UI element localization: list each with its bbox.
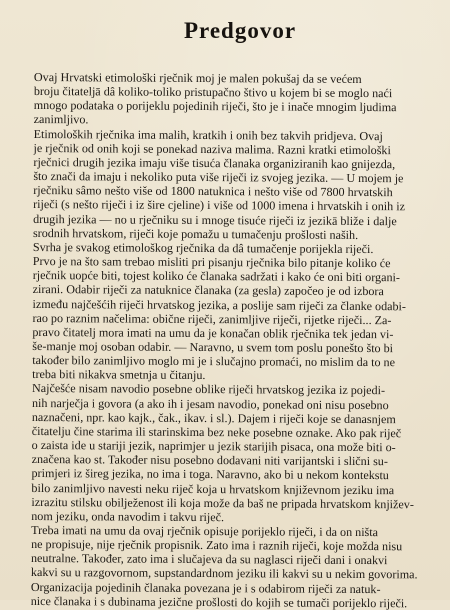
line-5-5: o zaista ide u stariji jezik, naprimjer u jezik starijih pisaca, ona može biti o-: [31, 438, 396, 455]
line-1-4: zanimljivo.: [33, 112, 89, 127]
page-title: Predgovor: [184, 18, 297, 43]
line-5-8: bilo zanimljivo navesti neku riječ koja u hrvatskom književnom jeziku ima: [31, 480, 395, 497]
line-2-1: Etimoloških rječnika ima malih, kratkih i onih bez takvih pridjeva. Ovaj: [33, 126, 383, 143]
paragraph-4: [32, 254, 431, 384]
line-6-2: ne propisuje, nije rječnik propisnik. Zato ima i raznih riječi, koje možda nisu: [31, 537, 403, 554]
line-4-1: Prvo je na što sam trebao misliti pri pisanju rječnika bilo pitanje koliko će: [32, 254, 391, 271]
line-5-4: čitatelju čine starima ili starinskima bez neke posebne oznake. Ako pak riječ: [31, 423, 402, 441]
line-2-7: drugih jezika — no u rječniku su i mnoge tisuće riječi iz jezikā bliže i dalje: [33, 211, 397, 228]
line-1-2: broju čitateljā dâ koliko-toliko pristupačno štivo u kojem bi se moglo naći: [33, 84, 393, 101]
line-4-6: pravo čitatelj mora imati na umu da je konačan oblik rječnika tek jedan vi-: [32, 324, 394, 342]
line-4-4: između najčešćih riječi hrvatskog jezika, a poslije sam riječi za članke odabi-: [32, 296, 407, 313]
line-5-7: primjeri iz šireg jezika, no ima i toga. Naravno, ako bi u nekom kontekstu: [31, 466, 389, 483]
paragraph-1: [34, 70, 432, 129]
line-2-5: rječniku sâmo nešto više od 1800 natuknica i nešto više od 7800 hrvatskih: [33, 183, 393, 200]
line-5-10: nom jeziku, onda navodim i takvu riječ.: [31, 508, 225, 525]
line-4-5: rao po raznim načelima: obične riječi, zanimljive riječi, rijetke riječi... Za-: [32, 310, 392, 327]
line-4-7: še-manje moj osoban odabir. — Naravno, u svem tom poslu ponešto što bi: [32, 338, 394, 356]
line-1-3: mnogo podataka o porijeklu pojedinih riječi, što je i inače mnogim ljudima: [33, 98, 397, 115]
line-4-8: također bilo zanimljivo moglo mi je i slučajno promaći, no mislim da to ne: [32, 353, 396, 370]
line-2-6: riječi (s nešto riječi i iz šire cjeline) i više od 1000 imena i hrvatskih i onih iz: [33, 197, 406, 214]
line-2-8: srodnih hrvatskom, riječi koje pomažu u tumačenju prošlosti naših.: [32, 225, 359, 242]
paragraph-5: [31, 381, 430, 525]
line-4-3: zirani. Odabir riječi za natuknice članaka (za gesla) započeo je od izbora: [32, 282, 384, 299]
line-5-9: izrazitu stilsku obilježenost ili koja može da baš ne pripada hrvatskom književ-: [31, 494, 414, 512]
line-6-1: Treba imati na umu da ovaj rječnik opisuje porijeklo riječi, i da on ništa: [31, 522, 379, 540]
line-5-1: Najčešće nisam navodio posebne oblike riječi hrvatskog jezika iz pojedi-: [32, 381, 386, 398]
paragraph-6: [31, 523, 429, 582]
line-4-2: rječnik uopće biti, tojest koliko će članaka sadržati i kako će oni biti organi-: [32, 268, 400, 285]
line-7-2: nice članaka i s dubinama jezične prošlosti do kojih se tumači porijeklo riječi.: [30, 593, 408, 610]
line-2-4: što znači da imaju i nekoliko puta više riječi iz svojeg jezika. — U mojem je: [33, 169, 404, 186]
paragraph-2: [33, 127, 432, 243]
line-4-9: treba biti nikakva smetnja u čitanju.: [32, 367, 206, 383]
line-3-1: Svrha je svakog etimološkog rječnika da dâ tumačenje porijekla riječi.: [32, 239, 374, 256]
body-text: [31, 70, 432, 610]
line-7-1: Organizacija pojedinih članaka povezana je i s odabirom riječi za natuk-: [30, 579, 381, 596]
line-2-2: je rječnik od onih koji se ponekad naziva malima. Razni kratki etimološki: [33, 140, 391, 157]
line-6-3: neutralne. Također, zato ima i slučajeva da su naglasci riječi dani i onakvi: [30, 551, 388, 568]
line-5-3: naznačeni, npr. kao kajk., čak., ikav. i sl.). Dajem i riječi koje se danasnjem: [31, 409, 396, 426]
paragraph-7: [31, 580, 429, 610]
line-5-6: značena kao st. Također nisu posebno dodavani niti varijantski i slični su-: [31, 452, 388, 469]
line-2-3: rječnici drugih jezika imaju više tisuća članaka organiziranih kao gnijezda,: [33, 154, 396, 172]
line-6-4: kakvi su u razgovornom, supstandardnom jeziku ili kakvi su u nekim govorima.: [30, 565, 418, 582]
line-5-2: nih narječja i govora (a ako ih i jesam navodio, ponekad oni nisu posebno: [31, 395, 389, 412]
line-1-1: Ovaj Hrvatski etimološki rječnik moj je malen pokušaj da se većem: [33, 70, 362, 87]
